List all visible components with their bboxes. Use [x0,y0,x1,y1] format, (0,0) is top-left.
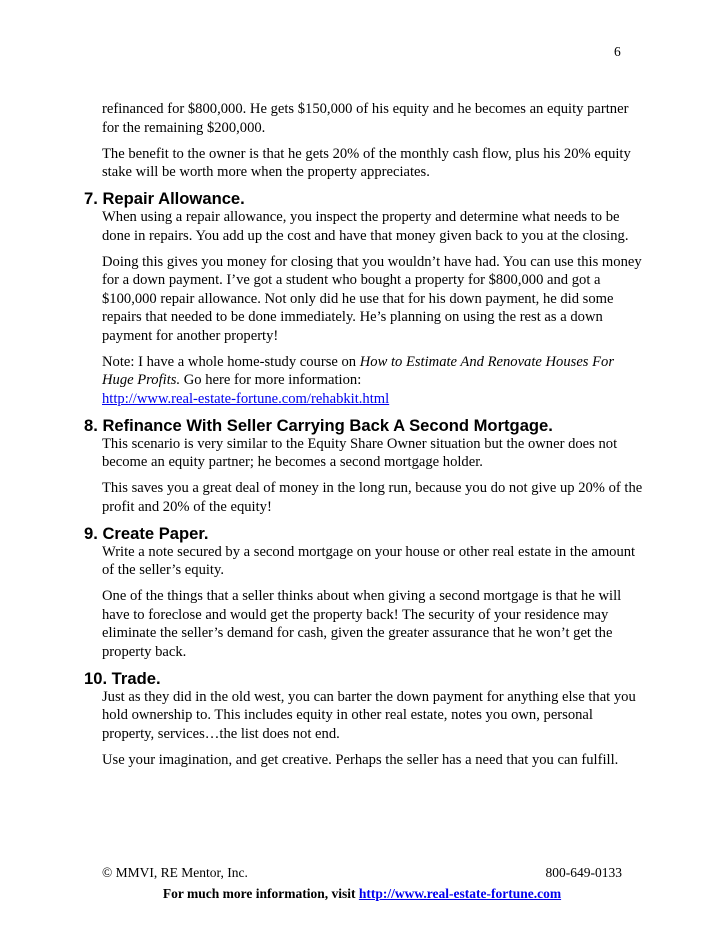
page-number: 6 [614,44,621,59]
footer-info [102,886,622,902]
section-7-paragraph-1: When using a repair allowance, you inspect the property and determine what needs to be done in repairs. You add up the cost and have that money given back to you at the closing. [102,209,629,244]
section-10-heading: 10. Trade. [84,668,161,688]
section-9-paragraph-1: Write a note secured by a second mortgage on your house or other real estate in the amount of the seller’s equity. [102,543,636,578]
section-8-paragraph-1: This scenario is very similar to the Equity Share Owner situation but the owner does not become an equity partner; he becomes a second mortgage holder. [102,435,618,470]
section-10-paragraph-2: Use your imagination, and get creative. Perhaps the seller has a need that you can fulfill. [102,751,619,768]
footer-row [102,865,622,881]
section-8-heading: 8. Refinance With Seller Carrying Back A Second Mortgage. [84,415,553,435]
intro-paragraph-2: The benefit to the owner is that he gets 20% of the monthly cash flow, plus his 20% equity stake will be worth more when the property appreciates. [102,145,631,180]
section-7-heading: 7. Repair Allowance. [84,189,245,208]
section-9-paragraph-2: One of the things that a seller thinks about when giving a second mortgage is that he will have to foreclose and would get the property back! The security of your residence may eliminate the seller’s demand for cash, given the greater assurance that he won’t get the property back. [102,588,622,660]
document-body [86,100,646,777]
rehabkit-link[interactable]: http://www.real-estate-fortune.com/rehabkit.html [102,390,390,407]
intro-paragraph-1: refinanced for $800,000. He gets $150,000 of his equity and he becomes an equity partner for the remaining $200,000. [102,101,629,136]
footer-info-prefix: For much more information, visit [162,886,359,901]
page-footer [102,865,622,902]
footer-website-link[interactable]: http://www.real-estate-fortune.com [358,886,562,901]
section-8-paragraph-2: This saves you a great deal of money in the long run, because you do not give up 20% of the profit and 20% of the equity! [102,480,643,515]
section-7-paragraph-2: Doing this gives you money for closing that you wouldn’t have had. You can use this money for a down payment. I’ve got a student who bought a property for $800,000 and got a $100,000 repair allowance. Not only did he use that for his down payment, he did some repairs that needed to be done immediately. He’s planning on using the rest as a down payment for another property! [102,253,642,344]
note-course-title: How to Estimate And Renovate Houses For Huge Profits. [102,353,615,388]
section-9-heading: 9. Create Paper. [84,523,209,543]
footer-phone: 800-649-0133 [545,865,622,880]
note-suffix: Go here for more information: [180,372,362,388]
footer-copyright: © MMVI, RE Mentor, Inc. [102,865,248,880]
section-10-paragraph-1: Just as they did in the old west, you can barter the down payment for anything else that you hold ownership to. This includes equity in other real estate, notes you own, personal property, services…the list does not end. [102,688,636,742]
section-7-note [102,353,646,409]
note-prefix: Note: I have a whole home-study course on [102,353,360,370]
